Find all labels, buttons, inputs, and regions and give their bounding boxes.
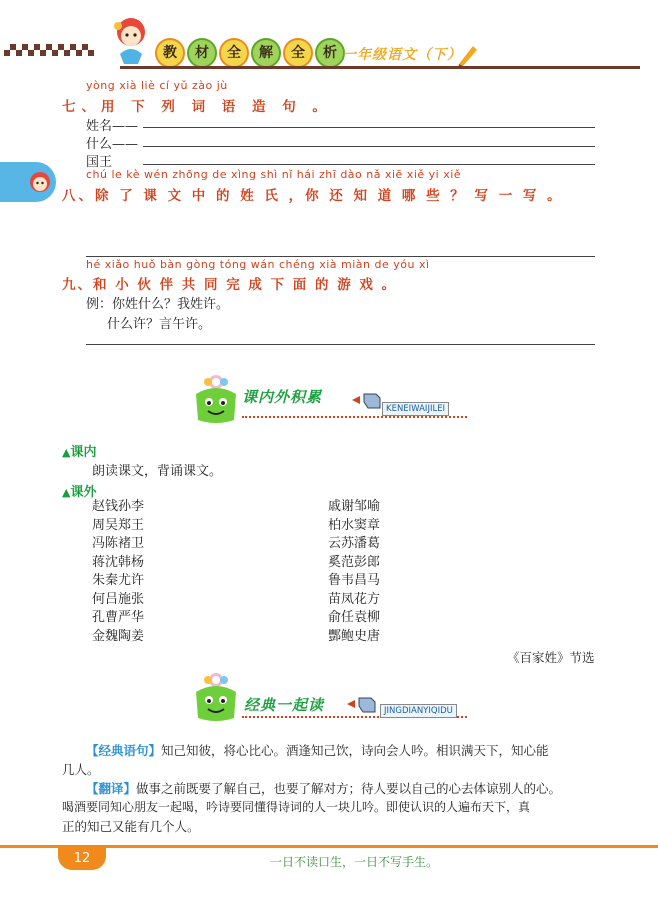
page-number-tab — [58, 848, 106, 870]
side-tab — [0, 162, 56, 202]
banner-title: 课内外积累 — [242, 388, 323, 406]
translation-line: 喝酒要同知心朋友一起喝，吟诗要同懂得诗词的人一块儿吟。即使认识的人遍布天下，真 — [62, 800, 531, 814]
footer-motto: 一日不读口生，一日不写手生。 — [270, 855, 439, 869]
answer-line[interactable] — [143, 164, 595, 165]
word-shenme: 什么—— — [86, 137, 139, 152]
answer-line[interactable] — [143, 127, 595, 128]
banner-classic — [190, 670, 475, 724]
kenei-heading — [62, 441, 96, 460]
section7-pinyin: yòng xià liè cí yǔ zào jù — [86, 79, 228, 92]
surname-line: 赵钱孙李 — [92, 499, 145, 514]
kewai-label: 课外 — [70, 485, 97, 500]
page-number: 12 — [73, 851, 91, 866]
surname-line: 奚范彭郎 — [328, 554, 381, 570]
kenei-text: 朗读课文，背诵课文。 — [92, 464, 223, 479]
mascot-girl-icon — [108, 14, 154, 66]
surname-line: 俞任袁柳 — [328, 610, 381, 625]
translation-label: 【翻译】 — [86, 781, 137, 796]
quote-line: 知己知彼，将心比心。酒逢知己饮，诗向会人吟。相识满天下，知心能 — [161, 743, 549, 758]
pencil-decoration — [455, 42, 479, 68]
header-rule — [120, 66, 640, 69]
pointing-hand-icon — [345, 690, 381, 718]
section7-heading: 七、用 下 列 词 语 造 句 。 — [62, 99, 332, 115]
example-line-1: 例：你姓什么？我姓许。 — [86, 297, 230, 312]
section8-pinyin: chú le kè wén zhōng de xìng shì nǐ hái zhī dào nǎ xiē xiě yi xiě — [86, 168, 462, 181]
answer-line[interactable] — [86, 256, 595, 257]
quote-label: 【经典语句】 — [86, 743, 162, 758]
green-mascot-icon — [190, 372, 242, 426]
series-char: 全 — [283, 38, 313, 68]
word-xingming: 姓名—— — [86, 119, 139, 134]
banner-english: KENEIWAIJILEI — [382, 402, 449, 416]
series-char: 解 — [251, 38, 281, 68]
translation-line: 正的知己又能有几个人。 — [62, 819, 200, 834]
surnames-left-column — [92, 498, 144, 646]
banner-english: JINGDIANYIQIDU — [380, 704, 457, 718]
surname-line: 蒋沈韩杨 — [92, 554, 145, 570]
series-char: 析 — [315, 38, 345, 68]
surname-line: 何吕施张 — [92, 591, 145, 607]
classic-quote — [62, 741, 606, 836]
example-line-2: 什么许？言午许。 — [107, 317, 212, 332]
series-char: 材 — [187, 38, 217, 68]
pointing-hand-icon — [350, 386, 386, 414]
surname-line: 酆鲍史唐 — [328, 628, 381, 644]
answer-line[interactable] — [143, 146, 595, 147]
section8-heading: 八、除 了 课 文 中 的 姓 氏 ，你 还 知 道 哪 些 ？ 写 一 写 。 — [62, 188, 564, 204]
banner-title: 经典一起读 — [244, 696, 325, 714]
triangle-icon: ▲ — [62, 446, 71, 459]
surname-line: 金魏陶姜 — [92, 628, 145, 644]
series-char: 教 — [155, 38, 185, 68]
green-mascot-icon — [190, 670, 242, 724]
kenei-label: 课内 — [70, 445, 97, 460]
surname-line: 朱秦尤许 — [92, 573, 145, 588]
word-guowang: 国王 — [86, 155, 113, 170]
surname-line: 苗凤花方 — [328, 591, 381, 607]
series-title — [155, 38, 345, 66]
header-subtitle: 一年级语文（下） — [342, 47, 462, 63]
surname-line: 柏水窦章 — [328, 517, 381, 533]
header — [0, 0, 658, 75]
banner-accumulation — [190, 372, 475, 424]
surname-line: 云苏潘葛 — [328, 536, 381, 551]
series-char: 全 — [219, 38, 249, 68]
surname-line: 冯陈褚卫 — [92, 536, 145, 551]
mascot-face-icon — [28, 170, 52, 194]
banner-underline — [242, 416, 467, 418]
translation-line: 做事之前既要了解自己，也要了解对方；待人要以自己的心去体谅别人的心。 — [136, 781, 562, 796]
quote-line: 几人。 — [62, 762, 100, 777]
surname-line: 周吴郑王 — [92, 517, 145, 533]
section9-heading: 九、和 小 伙 伴 共 同 完 成 下 面 的 游 戏 。 — [62, 277, 398, 293]
answer-line[interactable] — [86, 344, 595, 345]
surname-line: 戚谢邹喻 — [328, 499, 381, 514]
source-citation: 《百家姓》节选 — [507, 650, 595, 665]
checker-decoration — [0, 36, 120, 64]
section9-pinyin: hé xiǎo huǒ bàn gòng tóng wán chéng xià miàn de yóu xì — [86, 258, 430, 271]
surname-line: 鲁韦昌马 — [328, 573, 381, 588]
surnames-right-column — [328, 498, 380, 646]
triangle-icon: ▲ — [62, 486, 71, 499]
surname-line: 孔曹严华 — [92, 610, 145, 625]
